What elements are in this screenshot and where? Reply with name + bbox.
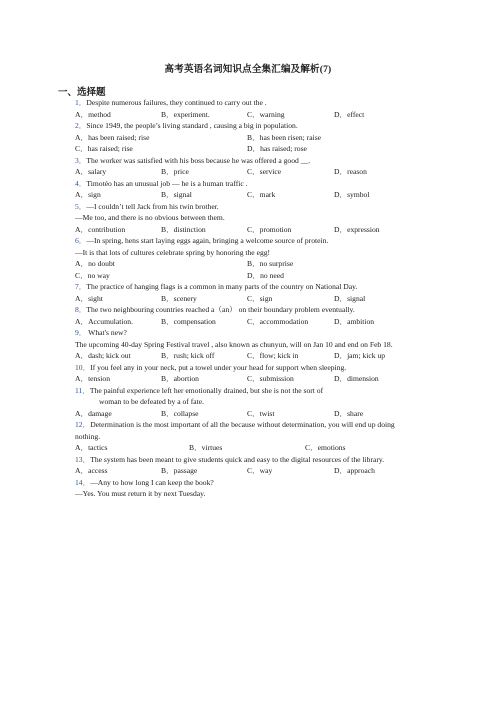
- question-stem: [75, 362, 420, 374]
- question-text: If you feel any in your neck, put a towel under your head for support when sleeping.: [90, 362, 347, 372]
- option-a[interactable]: A．contribution: [75, 224, 126, 234]
- option-c[interactable]: C．service: [247, 167, 282, 176]
- option-c[interactable]: C．no way: [75, 270, 110, 280]
- option-row: [75, 293, 420, 305]
- option-row: [75, 316, 420, 328]
- option-a[interactable]: A．no doubt: [75, 259, 115, 268]
- option-b[interactable]: B．distinction: [161, 224, 206, 234]
- option-row: [75, 143, 420, 155]
- question-text: The system has been meant to give students quick and easy to the digital resources of the library.: [90, 454, 385, 464]
- question-text-continued: —It is that lots of cultures celebrate spring by honoring the egg!: [75, 247, 271, 257]
- option-d[interactable]: D．symbol: [334, 190, 370, 199]
- option-a[interactable]: A．has been raised; rise: [75, 132, 150, 142]
- question-text-continued: —Yes. You must return it by next Tuesday.: [75, 489, 206, 498]
- question-text: Despite numerous failures, they continued to carry out the .: [86, 98, 267, 107]
- option-d[interactable]: D．share: [334, 408, 364, 418]
- option-row: [75, 465, 420, 477]
- option-row: [75, 224, 420, 236]
- option-b[interactable]: B．abortion: [161, 374, 199, 383]
- option-a[interactable]: A．salary: [75, 167, 107, 176]
- question-stem: [75, 97, 420, 109]
- option-c[interactable]: C．accommodation: [247, 316, 309, 326]
- question-stem: [75, 155, 420, 167]
- option-a[interactable]: A．sight: [75, 293, 103, 303]
- option-a[interactable]: A．sign: [75, 190, 101, 199]
- question-text-continued: woman to be defeated by a of fate.: [99, 397, 204, 406]
- option-b[interactable]: B．scenery: [161, 293, 197, 303]
- option-b[interactable]: B．no surprise: [247, 259, 294, 268]
- option-c[interactable]: C．sign: [247, 293, 273, 303]
- option-row: [75, 258, 420, 270]
- section-heading: 一、选择题: [58, 88, 106, 98]
- question-text: —In spring, hens start laying eggs again, bringing a welcome source of protein.: [86, 236, 329, 245]
- option-c[interactable]: C．has raised; rise: [75, 144, 133, 153]
- question-text: The practice of hanging flags is a common in many parts of the country on National Day.: [86, 282, 358, 291]
- option-c[interactable]: C．promotion: [247, 224, 292, 234]
- option-d[interactable]: D．ambition: [334, 316, 375, 326]
- option-row: [75, 442, 420, 454]
- option-c[interactable]: C．flow; kick in: [247, 351, 299, 360]
- question-number: 6．: [75, 236, 87, 245]
- question-text: —I couldn’t tell Jack from his twin brother.: [86, 201, 219, 211]
- option-a[interactable]: A．tactics: [75, 443, 108, 452]
- option-b[interactable]: B．has been risen; raise: [247, 132, 322, 142]
- option-b[interactable]: B．collapse: [161, 408, 199, 418]
- option-d[interactable]: D．effect: [334, 109, 365, 119]
- option-d[interactable]: D．no need: [247, 270, 284, 280]
- option-d[interactable]: D．expression: [334, 224, 380, 234]
- option-c[interactable]: C．way: [247, 466, 273, 475]
- option-a[interactable]: A．access: [75, 466, 108, 475]
- option-d[interactable]: D．signal: [334, 293, 366, 303]
- option-c[interactable]: C．emotions: [305, 443, 346, 452]
- option-b[interactable]: B．experiment.: [161, 109, 210, 119]
- question-text-continued: The upcoming 40-day Spring Festival travel , also known as chunyun, will on Jan 10 and end on Feb 18.: [75, 339, 393, 349]
- question-number: 2．: [75, 121, 87, 130]
- option-c[interactable]: C．warning: [247, 109, 285, 119]
- option-b[interactable]: B．virtues: [189, 443, 223, 452]
- question-number: 13．: [75, 454, 91, 464]
- question-stem: [75, 385, 420, 397]
- question-number: 7．: [75, 282, 87, 291]
- option-a[interactable]: A．tension: [75, 374, 111, 383]
- question-stem: [75, 235, 420, 247]
- option-d[interactable]: D．has raised; rose: [247, 144, 307, 153]
- option-row: [75, 408, 420, 420]
- question-number: 10．: [75, 362, 91, 372]
- question-stem: [75, 454, 420, 466]
- question-number: 1．: [75, 98, 87, 107]
- option-row: [75, 132, 420, 144]
- question-text: Determination is the most important of all the because without determination, you will end up doing nothing.: [75, 420, 395, 441]
- option-b[interactable]: B．rush; kick off: [161, 351, 215, 360]
- option-a[interactable]: A．damage: [75, 408, 112, 418]
- option-b[interactable]: B．compensation: [161, 316, 216, 326]
- option-row: [75, 166, 420, 178]
- option-c[interactable]: C．twist: [247, 408, 275, 418]
- question-list: [75, 97, 420, 500]
- option-c[interactable]: C．mark: [247, 190, 276, 199]
- option-d[interactable]: D．jam; kick up: [334, 351, 386, 360]
- question-stem: [75, 419, 420, 442]
- question-text: Timotéo has an unusual job — he is a human traffic .: [86, 178, 248, 188]
- question-text: What's new?: [86, 328, 127, 337]
- question-number: 5．: [75, 201, 87, 211]
- option-b[interactable]: B．signal: [161, 190, 192, 199]
- option-d[interactable]: D．dimension: [334, 374, 379, 383]
- question-number: 12．: [75, 420, 91, 429]
- question-text-continued: —Me too, and there is no obvious between them.: [75, 213, 225, 222]
- question-text: The painful experience left her emotionally drained, but she is not the sort of: [89, 385, 324, 395]
- question-stem: [75, 178, 420, 190]
- question-text: —Any to how long I can keep the book?: [90, 477, 214, 487]
- question-number: 9．: [75, 328, 87, 337]
- option-c[interactable]: C．submission: [247, 374, 294, 383]
- option-row: [75, 189, 420, 201]
- question-number: 3．: [75, 155, 87, 165]
- question-number: 11．: [75, 385, 90, 395]
- question-stem: [75, 477, 420, 489]
- question-number: 14．: [75, 477, 91, 487]
- option-d[interactable]: D．approach: [334, 466, 375, 475]
- option-d[interactable]: D．reason: [334, 167, 367, 176]
- question-text: The two neighbouring countries reached a（an） on their boundary problem eventually.: [86, 305, 355, 314]
- question-number: 4．: [75, 178, 87, 188]
- question-text: The worker was satisfied with his boss because he was offered a good __.: [86, 155, 311, 165]
- question-number: 8．: [75, 305, 87, 314]
- option-row: [75, 270, 420, 282]
- question-stem: [75, 327, 420, 339]
- option-row: [75, 350, 420, 362]
- option-a[interactable]: A．Accumulation.: [75, 316, 133, 326]
- option-b[interactable]: B．passage: [161, 466, 198, 475]
- option-row: [75, 373, 420, 385]
- option-a[interactable]: A．dash; kick out: [75, 351, 131, 360]
- option-b[interactable]: B．price: [161, 167, 189, 176]
- question-stem: [75, 281, 420, 293]
- question-stem: [75, 201, 420, 213]
- question-stem: [75, 304, 420, 316]
- page-title: 高考英语名词知识点全集汇编及解析(7): [164, 65, 332, 75]
- question-text: Since 1949, the people’s living standard , causing a big in population.: [86, 121, 298, 130]
- question-stem: [75, 120, 420, 132]
- option-a[interactable]: A．method: [75, 109, 111, 119]
- option-row: [75, 109, 420, 121]
